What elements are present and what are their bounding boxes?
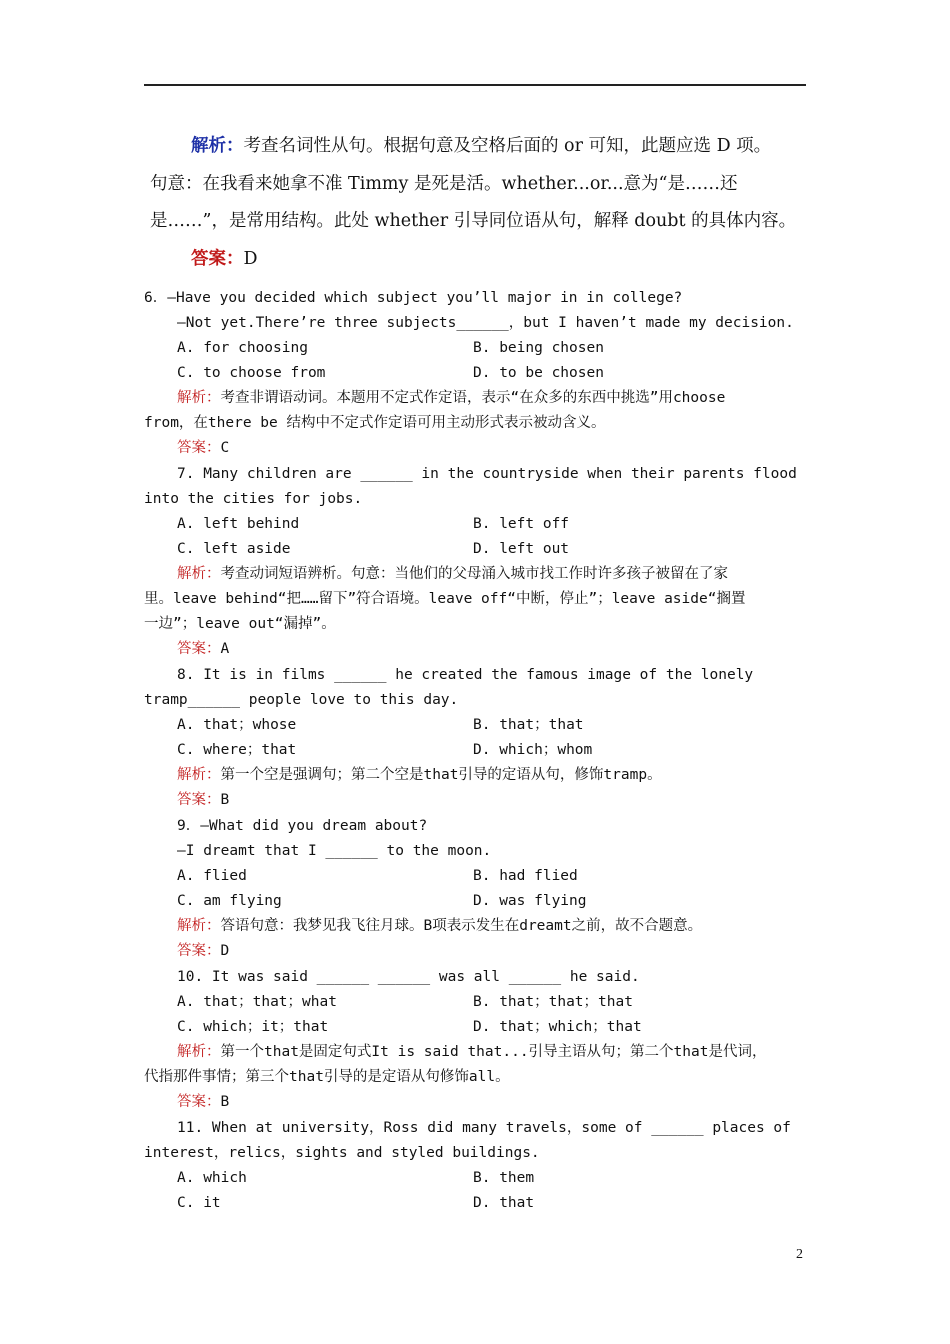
- question-10-line: [177, 993, 337, 1011]
- question-7-line: [177, 565, 728, 583]
- question-9-line: [177, 942, 229, 960]
- question-7-line: [177, 515, 299, 533]
- line-text: B. left off: [473, 516, 570, 532]
- line-text: 9．—What did you dream about?: [177, 818, 428, 834]
- line-text: 考查动词短语辨析。句意：当他们的父母涌入城市找工作时许多孩子被留在了家: [220, 566, 728, 582]
- question-11-line: [177, 1169, 247, 1187]
- question-8-line: [177, 741, 296, 759]
- question-6-line: [144, 289, 682, 307]
- question-7-line: [177, 540, 291, 558]
- line-text: C. am flying: [177, 893, 282, 909]
- line-text: B. had flied: [473, 868, 578, 884]
- line-text: B. that；that: [473, 717, 584, 733]
- line-text: B. them: [473, 1170, 535, 1186]
- question-6-line: [177, 389, 725, 407]
- line-text: 8. It is in films ______ he created the famous image of the lonely: [177, 667, 754, 683]
- line-text: D. was flying: [473, 893, 587, 909]
- page-number: 2: [796, 1247, 803, 1262]
- line-text: C. it: [177, 1195, 221, 1211]
- top-answer-value: D: [243, 249, 258, 269]
- top-answer-label: 答案：: [191, 249, 244, 269]
- question-7-line: [144, 590, 745, 608]
- question-7-line: [144, 615, 336, 633]
- question-8-line: [177, 791, 229, 809]
- line-text: 11. When at university，Ross did many travels，some of ______ places of: [177, 1120, 791, 1136]
- label-text: 答案：: [177, 440, 221, 456]
- line-text: 6．—Have you decided which subject you’ll major in in college?: [144, 290, 683, 306]
- label-text: 答案：: [177, 1094, 221, 1110]
- top-analysis-line-2: 句意：在我看来她拿不准 Timmy 是死是活。whether...or...意为“是……还: [150, 174, 738, 194]
- question-7-line: [177, 640, 229, 658]
- question-10-line: [177, 1043, 766, 1061]
- line-text: —I dreamt that I ______ to the moon.: [177, 843, 492, 859]
- question-10-line: [177, 968, 640, 986]
- question-6-line: [177, 439, 229, 457]
- line-text: D. to be chosen: [473, 365, 604, 381]
- line-text: 10. It was said ______ ______ was all ______ he said.: [177, 969, 640, 985]
- top-analysis-line-3: 是……”，是常用结构。此处 whether 引导同位语从句，解释 doubt 的具体内容。: [150, 211, 797, 231]
- top-analysis-line-1: [191, 136, 771, 156]
- label-text: 解析：: [177, 767, 221, 783]
- line-text: into the cities for jobs.: [144, 491, 363, 507]
- line-text: B. that；that；that: [473, 994, 633, 1010]
- label-text: 答案：: [177, 792, 221, 808]
- line-text: B: [220, 792, 230, 808]
- line-text: 第一个that是固定句式It is said that...引导主语从句；第二个that是代词，: [220, 1044, 767, 1060]
- question-7-line: [144, 490, 362, 508]
- line-text: 第一个空是强调句；第二个空是that引导的定语从句，修饰tramp。: [220, 767, 662, 783]
- question-11-line: [177, 1194, 221, 1212]
- label-text: 解析：: [177, 566, 221, 582]
- line-text: A. that；that；what: [177, 994, 337, 1010]
- top-analysis-text-1: 考查名词性从句。根据句意及空格后面的 or 可知，此题应选 D 项。: [243, 136, 772, 156]
- line-text: 代指那件事情；第三个that引导的是定语从句修饰all。: [144, 1069, 510, 1085]
- line-text: A. flied: [177, 868, 247, 884]
- line-text: C. to choose from: [177, 365, 326, 381]
- line-text: C: [220, 440, 230, 456]
- question-11-line: [177, 1119, 791, 1137]
- line-text: 考查非谓语动词。本题用不定式作定语，表示“在众多的东西中挑选”用choose: [220, 390, 726, 406]
- line-text: D. that；which；that: [473, 1019, 642, 1035]
- question-11-line: [473, 1194, 534, 1212]
- label-text: 解析：: [177, 1044, 221, 1060]
- question-8-line: [144, 691, 458, 709]
- question-10-line: [473, 993, 633, 1011]
- question-7-line: [473, 540, 569, 558]
- question-9-line: [473, 892, 587, 910]
- line-text: interest，relics，sights and styled buildings.: [144, 1145, 540, 1161]
- line-text: 答语句意：我梦见我飞往月球。B项表示发生在dreamt之前，故不合题意。: [220, 918, 703, 934]
- label-text: 解析：: [177, 390, 221, 406]
- question-9-line: [177, 917, 702, 935]
- line-text: B. being chosen: [473, 340, 604, 356]
- question-7-line: [177, 465, 797, 483]
- top-analysis-label: 解析：: [191, 136, 244, 156]
- line-text: C. which；it；that: [177, 1019, 329, 1035]
- line-text: D: [220, 943, 230, 959]
- question-9-line: [177, 842, 491, 860]
- question-9-line: [177, 867, 247, 885]
- question-10-line: [177, 1018, 328, 1036]
- question-8-line: [473, 741, 592, 759]
- line-text: 里。leave behind“把……留下”符合语境。leave off“中断，停止”；leave aside“搁置: [144, 591, 746, 607]
- line-text: D. which；whom: [473, 742, 593, 758]
- question-10-line: [177, 1093, 229, 1111]
- question-6-line: [177, 364, 325, 382]
- line-text: D. left out: [473, 541, 570, 557]
- line-text: C. left aside: [177, 541, 291, 557]
- line-text: B: [220, 1094, 230, 1110]
- question-10-line: [144, 1068, 510, 1086]
- line-text: A. which: [177, 1170, 247, 1186]
- line-text: C. where；that: [177, 742, 297, 758]
- line-text: 7. Many children are ______ in the countryside when their parents flood: [177, 466, 797, 482]
- question-6-line: [473, 339, 604, 357]
- label-text: 答案：: [177, 943, 221, 959]
- question-10-line: [473, 1018, 642, 1036]
- line-text: 一边”；leave out“漏掉”。: [144, 616, 336, 632]
- question-11-line: [144, 1144, 540, 1162]
- question-9-line: [473, 867, 578, 885]
- question-8-line: [177, 716, 296, 734]
- label-text: 解析：: [177, 918, 221, 934]
- question-6-line: [144, 414, 605, 432]
- line-text: A. that；whose: [177, 717, 297, 733]
- question-6-line: [177, 314, 794, 332]
- header-rule: [144, 84, 806, 86]
- line-text: A: [220, 641, 230, 657]
- top-answer-line: [191, 249, 258, 269]
- line-text: —Not yet.There’re three subjects______，but I haven’t made my decision.: [177, 315, 794, 331]
- question-6-line: [177, 339, 308, 357]
- line-text: tramp______ people love to this day.: [144, 692, 459, 708]
- question-9-line: [177, 892, 282, 910]
- label-text: 答案：: [177, 641, 221, 657]
- question-8-line: [177, 666, 753, 684]
- line-text: A. left behind: [177, 516, 300, 532]
- question-9-line: [177, 817, 427, 835]
- question-8-line: [473, 716, 584, 734]
- line-text: from，在there be 结构中不定式作定语可用主动形式表示被动含义。: [144, 415, 606, 431]
- line-text: D. that: [473, 1195, 535, 1211]
- line-text: A. for choosing: [177, 340, 308, 356]
- question-8-line: [177, 766, 662, 784]
- question-11-line: [473, 1169, 534, 1187]
- question-7-line: [473, 515, 569, 533]
- question-6-line: [473, 364, 604, 382]
